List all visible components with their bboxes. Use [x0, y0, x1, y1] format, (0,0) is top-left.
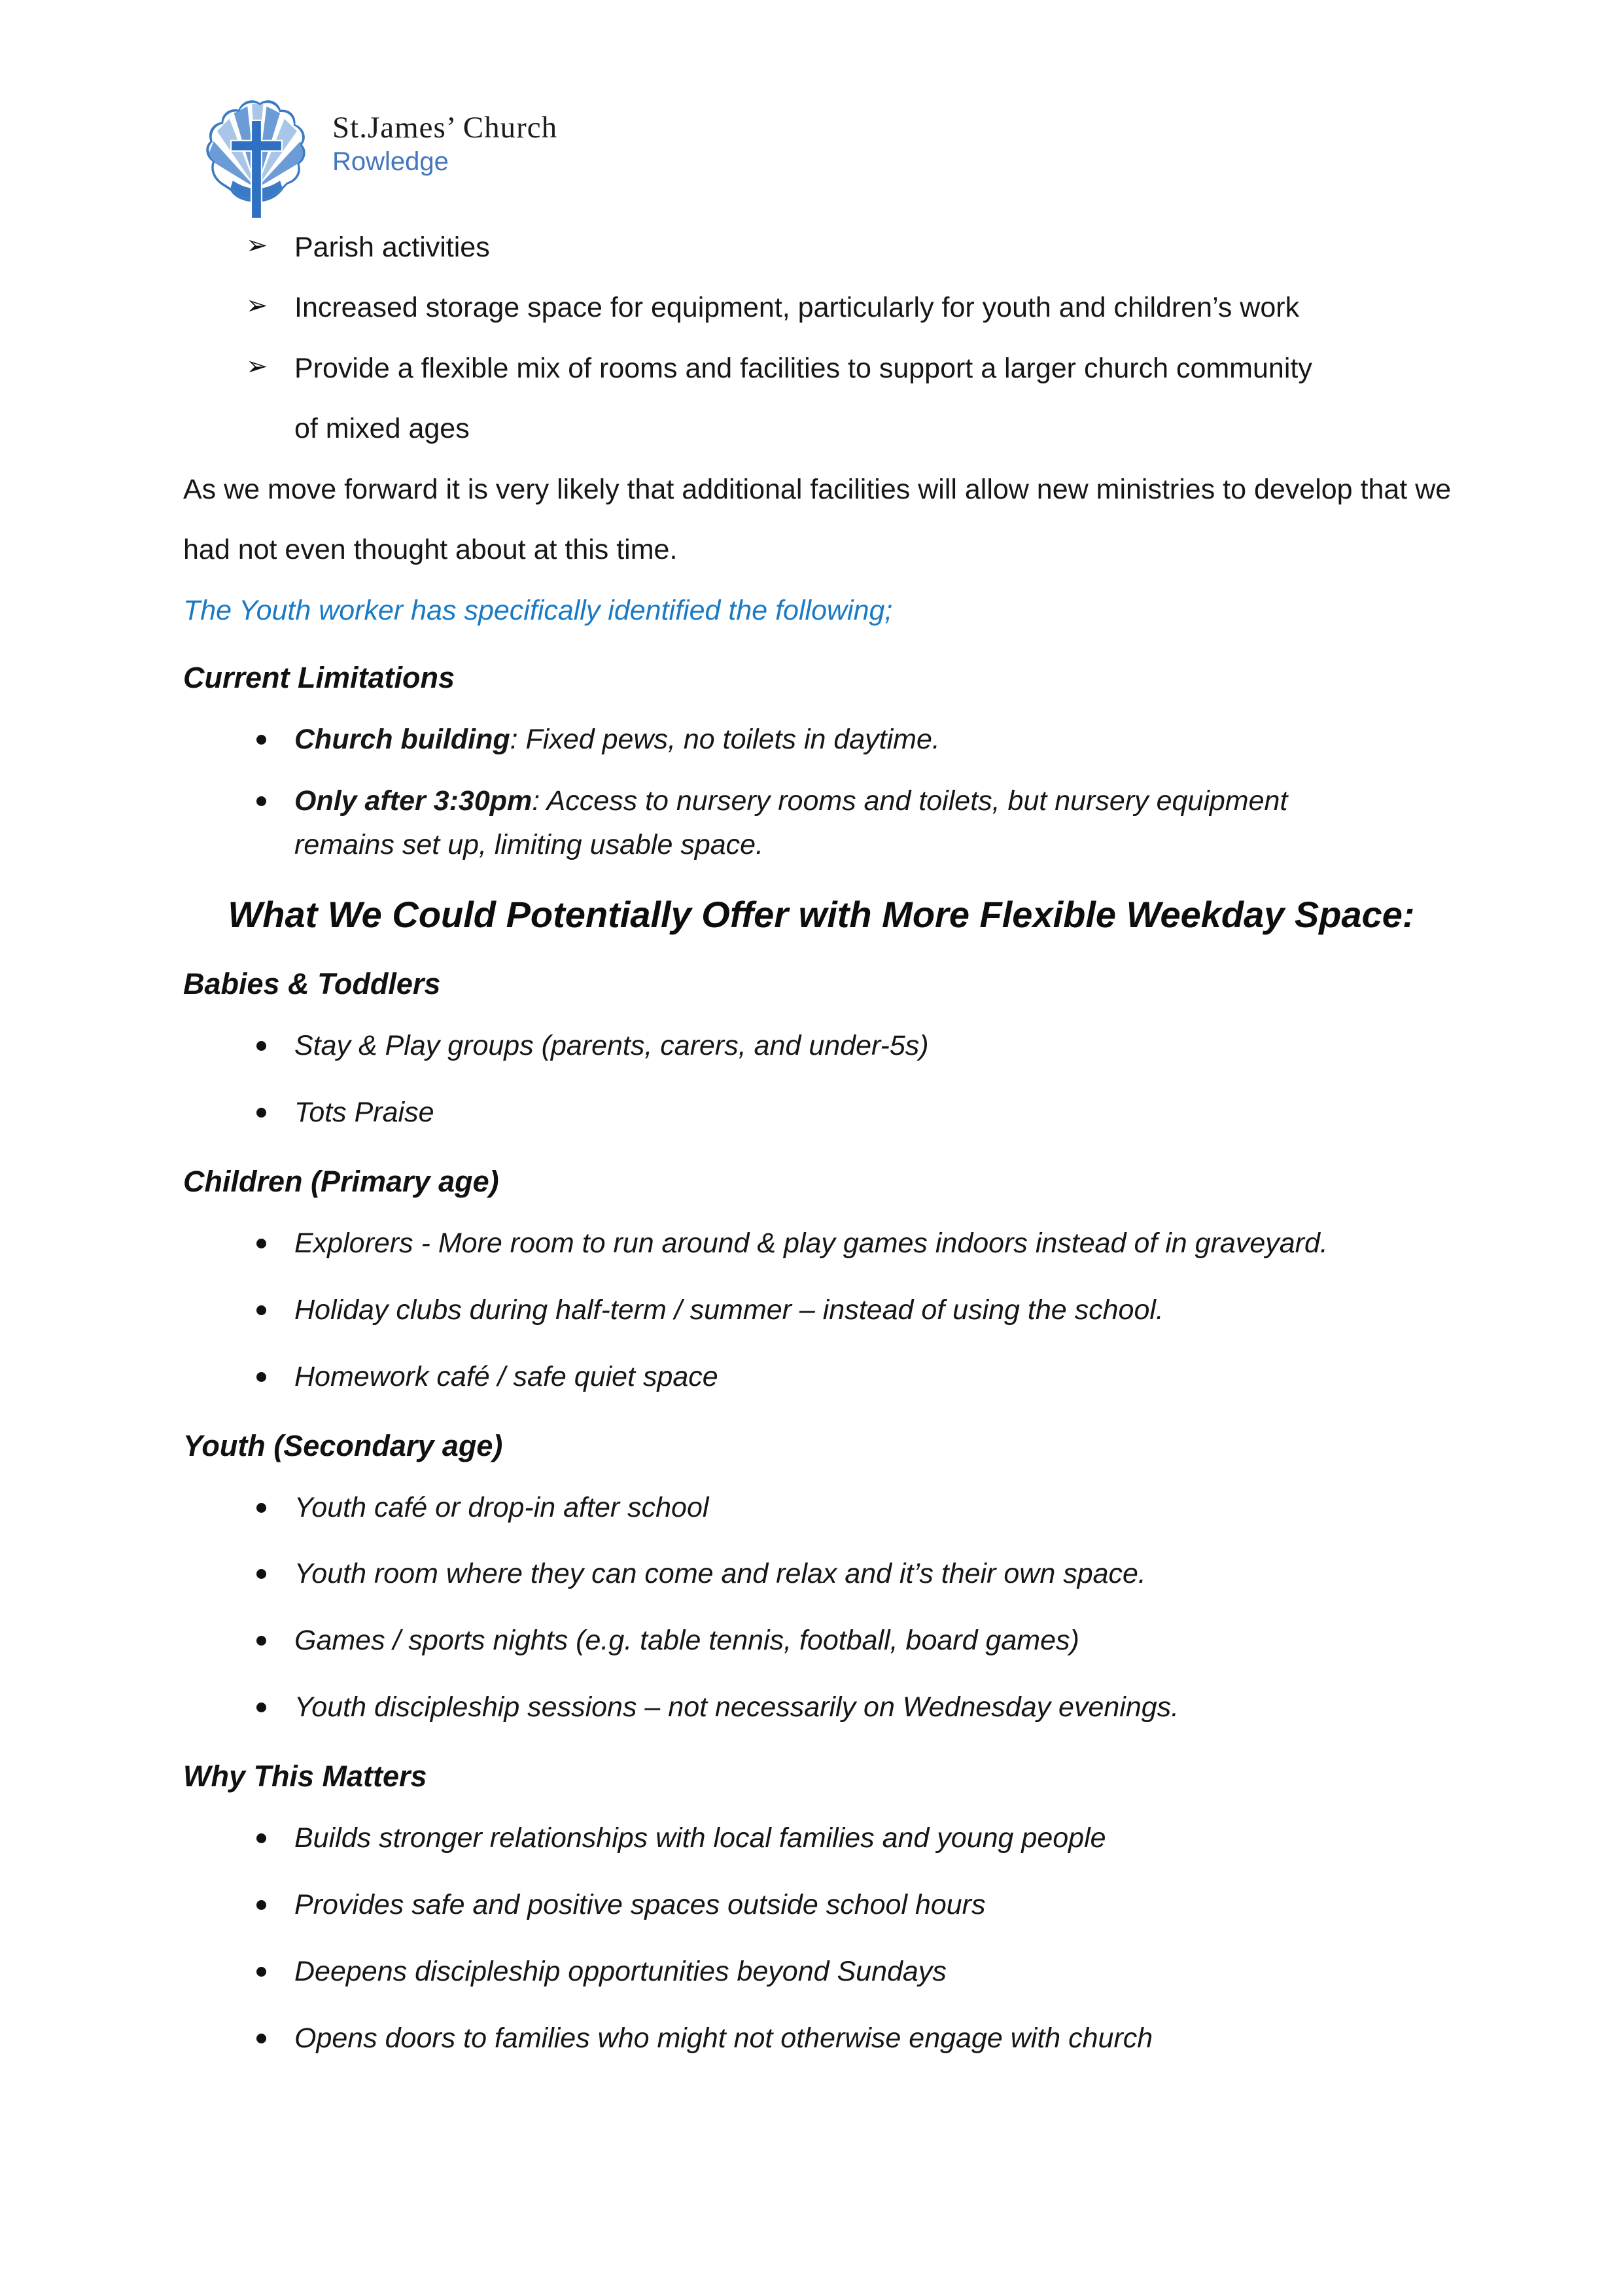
- section-heading-current-limitations: Current Limitations: [183, 661, 455, 695]
- youth-worker-note: The Youth worker has specifically identified the following;: [183, 594, 893, 626]
- list-item: [294, 713, 1341, 768]
- church-location: Rowledge: [332, 147, 449, 176]
- intro-paragraph: As we move forward it is very likely that additional facilities will allow new ministries to develop that we had not even thought about at this time.: [183, 473, 1452, 566]
- list-item: Explorers - More room to run around & play games indoors instead of in graveyard.: [294, 1216, 1341, 1271]
- list-item: ➢ Parish activities: [294, 217, 1341, 277]
- list-item: Youth discipleship sessions – not necessarily on Wednesday evenings.: [294, 1680, 1341, 1735]
- babies-toddlers-list: [183, 1019, 1459, 1140]
- list-item: [294, 779, 1341, 866]
- list-item: Youth room where they can come and relax and it’s their own space.: [294, 1547, 1341, 1602]
- list-item: ➢ Provide a flexible mix of rooms and facilities to support a larger church community of mixed ages: [294, 338, 1341, 459]
- list-item: Provides safe and positive spaces outside school hours: [294, 1878, 1341, 1933]
- current-limitations-list: [183, 713, 1459, 866]
- church-name: St.James’ Church: [332, 111, 558, 145]
- church-logo: [200, 90, 1459, 207]
- list-item: Youth café or drop-in after school: [294, 1481, 1341, 1536]
- list-item: Holiday clubs during half-term / summer – instead of using the school.: [294, 1283, 1341, 1338]
- section-heading-children-primary: Children (Primary age): [183, 1165, 499, 1199]
- list-item: Homework café / safe quiet space: [294, 1350, 1341, 1405]
- logo-text: [332, 111, 557, 186]
- section-heading-babies-toddlers: Babies & Toddlers: [183, 967, 441, 1001]
- list-item-text: : Fixed pews, no toilets in daytime.: [510, 724, 940, 756]
- list-item: ➢ Increased storage space for equipment, particularly for youth and children’s work: [294, 277, 1341, 338]
- children-primary-list: [183, 1216, 1459, 1405]
- section-heading-youth-secondary: Youth (Secondary age): [183, 1428, 503, 1462]
- list-item: Tots Praise: [294, 1086, 1341, 1140]
- main-heading: What We Could Potentially Offer with More Flexible Weekday Space:: [228, 894, 1415, 936]
- list-item: Deepens discipleship opportunities beyond Sundays: [294, 1945, 1341, 2000]
- scallop-shell-cross-icon: [200, 92, 313, 222]
- youth-secondary-list: [183, 1481, 1459, 1735]
- arrow-bullet-list: [183, 217, 1459, 459]
- list-item-lead: Church building: [294, 724, 510, 756]
- list-item: Builds stronger relationships with local families and young people: [294, 1811, 1341, 1866]
- list-item-text: : Access to nursery rooms and toilets, but nursery equipment remains set up, limiting usable space.: [294, 785, 1288, 860]
- list-item: Opens doors to families who might not otherwise engage with church: [294, 2011, 1341, 2066]
- list-item: Stay & Play groups (parents, carers, and under-5s): [294, 1019, 1341, 1074]
- why-this-matters-list: [183, 1811, 1459, 2066]
- list-item: Games / sports nights (e.g. table tennis, football, board games): [294, 1614, 1341, 1669]
- section-heading-why-this-matters: Why This Matters: [183, 1759, 427, 1793]
- list-item-lead: Only after 3:30pm: [294, 785, 532, 817]
